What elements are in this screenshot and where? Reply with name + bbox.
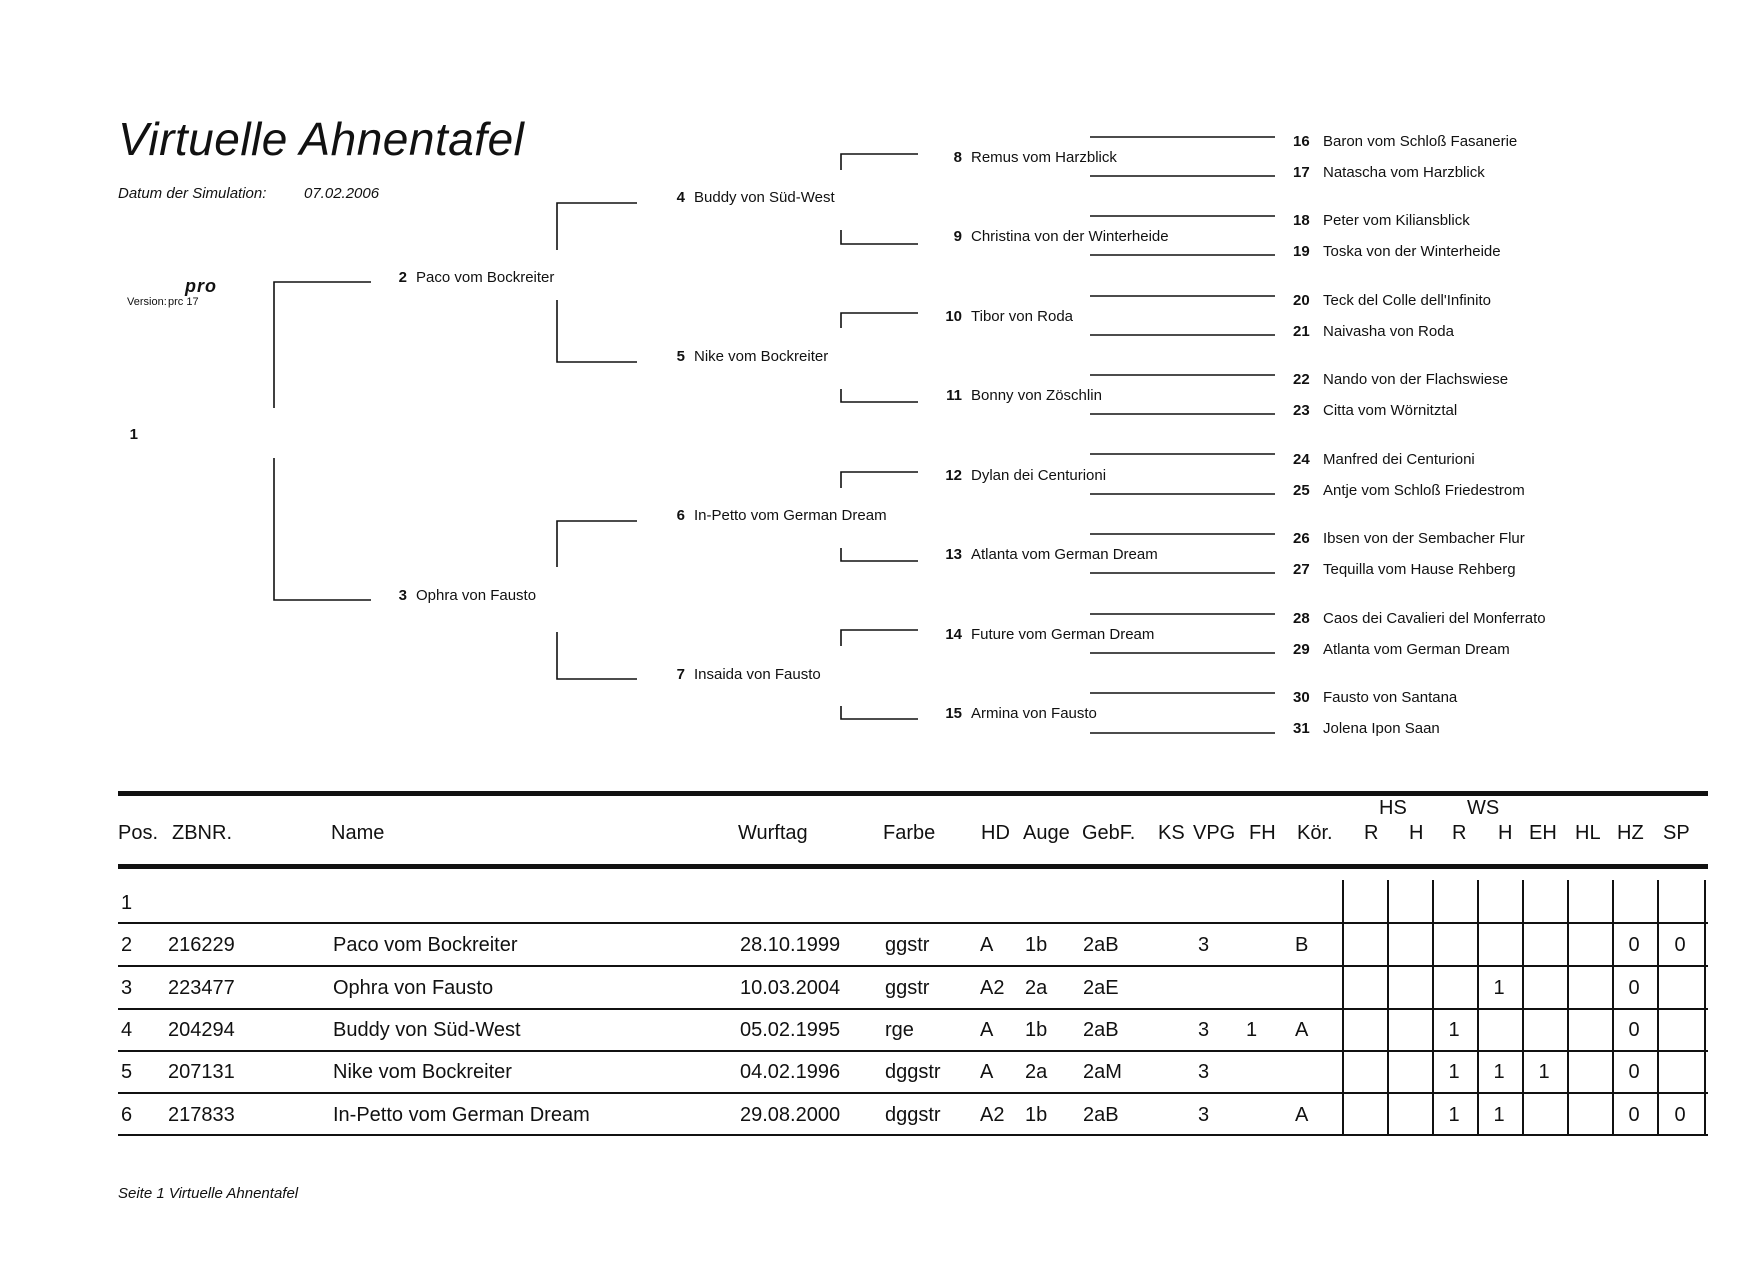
- header-auge: Auge: [1023, 822, 1070, 844]
- pedigree-entry-10: 10 Tibor von Roda: [945, 308, 1073, 325]
- header-eh: EH: [1529, 822, 1557, 844]
- pedigree-entry-26: 26 Ibsen von der Sembacher Flur: [1293, 530, 1525, 547]
- grid-line: [1567, 880, 1569, 1134]
- grid-line: [1704, 880, 1706, 1134]
- cell-wurftag: 28.10.1999: [740, 934, 841, 956]
- grid-line: [1342, 880, 1344, 1134]
- pedigree-entry-31: 31 Jolena Ipon Saan: [1293, 720, 1440, 737]
- cell-gebf: 2aM: [1083, 1061, 1122, 1083]
- cell-farbe: ggstr: [885, 934, 930, 956]
- cell-pos: 3: [121, 977, 133, 999]
- pedigree-entry-9: 9 Christina von der Winterheide: [953, 228, 1169, 245]
- cell-farbe: ggstr: [885, 977, 930, 999]
- cell-eh: 1: [1538, 1061, 1550, 1083]
- cell-name: Nike vom Bockreiter: [333, 1061, 512, 1083]
- cell-wurftag: 10.03.2004: [740, 977, 841, 999]
- grid-line: [1477, 880, 1479, 1134]
- cell-koer: B: [1295, 934, 1309, 956]
- cell-pos: 6: [121, 1104, 133, 1126]
- pedigree-entry-30: 30 Fausto von Santana: [1293, 689, 1458, 706]
- pedigree-entry-24: 24 Manfred dei Centurioni: [1293, 451, 1475, 468]
- row-separator: [118, 1008, 1708, 1010]
- cell-zbnr: 204294: [168, 1019, 235, 1041]
- page-title: Virtuelle Ahnentafel: [118, 113, 525, 165]
- cell-vpg: 3: [1198, 934, 1210, 956]
- cell-hz: 0: [1628, 934, 1640, 956]
- pedigree-entry-6: 6 In-Petto vom German Dream: [676, 507, 887, 524]
- cell-auge: 1b: [1025, 1019, 1048, 1041]
- cell-gebf: 2aB: [1083, 1019, 1119, 1041]
- pedigree-entry-20: 20 Teck del Colle dell'Infinito: [1293, 292, 1491, 309]
- header-hl: HL: [1575, 822, 1601, 844]
- cell-hd: A: [980, 1019, 994, 1041]
- header-ws-h: H: [1498, 822, 1513, 844]
- pedigree-subject: 1: [129, 426, 138, 443]
- header-hd: HD: [981, 822, 1010, 844]
- cell-name: In-Petto vom German Dream: [333, 1104, 590, 1126]
- pedigree-entry-2: 2 Paco vom Bockreiter: [398, 269, 555, 286]
- row-separator: [118, 922, 1708, 924]
- row-separator: [118, 1134, 1708, 1136]
- pedigree-entry-14: 14 Future vom German Dream: [945, 626, 1155, 643]
- pedigree-entry-7: 7 Insaida von Fausto: [676, 666, 821, 683]
- cell-ws-r: 1: [1448, 1061, 1460, 1083]
- simulation-date-value: 07.02.2006: [304, 185, 380, 202]
- cell-ws-h: 1: [1493, 1104, 1505, 1126]
- pedigree-entry-19: 19 Toska von der Winterheide: [1293, 243, 1501, 260]
- pedigree-entry-21: 21 Naivasha von Roda: [1293, 323, 1454, 340]
- pedigree-entry-17: 17 Natascha vom Harzblick: [1293, 164, 1485, 181]
- grid-line: [1387, 880, 1389, 1134]
- pedigree-entry-5: 5 Nike vom Bockreiter: [676, 348, 829, 365]
- cell-ws-r: 1: [1448, 1019, 1460, 1041]
- grid-line: [1612, 880, 1614, 1134]
- grid-line: [1522, 880, 1524, 1134]
- pedigree-entry-18: 18 Peter vom Kiliansblick: [1293, 212, 1470, 229]
- pedigree-entry-23: 23 Citta vom Wörnitztal: [1293, 402, 1458, 419]
- cell-gebf: 2aB: [1083, 1104, 1119, 1126]
- pedigree-entry-3: 3 Ophra von Fausto: [398, 587, 537, 604]
- cell-auge: 2a: [1025, 1061, 1048, 1083]
- pedigree-entry-8: 8 Remus vom Harzblick: [953, 149, 1117, 166]
- table-header-rule: [118, 864, 1708, 869]
- cell-sp: 0: [1674, 1104, 1686, 1126]
- cell-pos: 2: [121, 934, 133, 956]
- cell-wurftag: 04.02.1996: [740, 1061, 841, 1083]
- pedigree-entry-29: 29 Atlanta vom German Dream: [1293, 641, 1510, 658]
- cell-name: Buddy von Süd-West: [333, 1019, 521, 1041]
- table-top-rule: [118, 791, 1708, 796]
- header-sp: SP: [1663, 822, 1690, 844]
- pedigree-entry-16: 16 Baron vom Schloß Fasanerie: [1293, 133, 1518, 150]
- pedigree-entry-11: 11 Bonny von Zöschlin: [946, 387, 1102, 404]
- cell-koer: A: [1295, 1104, 1309, 1126]
- cell-fh: 1: [1246, 1019, 1258, 1041]
- header-hz: HZ: [1617, 822, 1644, 844]
- grid-line: [1432, 880, 1434, 1134]
- simulation-date-label: Datum der Simulation:: [118, 185, 267, 202]
- cell-hz: 0: [1628, 1104, 1640, 1126]
- cell-zbnr: 216229: [168, 934, 235, 956]
- header-koer: Kör.: [1297, 822, 1333, 844]
- cell-wurftag: 29.08.2000: [740, 1104, 841, 1126]
- header-name: Name: [331, 822, 385, 844]
- cell-zbnr: 207131: [168, 1061, 235, 1083]
- cell-hz: 0: [1628, 1061, 1640, 1083]
- page-footer: Seite 1 Virtuelle Ahnentafel: [118, 1185, 299, 1202]
- row-separator: [118, 1092, 1708, 1094]
- cell-gebf: 2aE: [1083, 977, 1119, 999]
- header-ks: KS: [1158, 822, 1185, 844]
- cell-hd: A: [980, 934, 994, 956]
- version-label: Version:: [127, 296, 167, 308]
- cell-vpg: 3: [1198, 1104, 1210, 1126]
- cell-hd: A: [980, 1061, 994, 1083]
- pedigree-entry-28: 28 Caos dei Cavalieri del Monferrato: [1293, 610, 1546, 627]
- cell-koer: A: [1295, 1019, 1309, 1041]
- header-fh: FH: [1249, 822, 1276, 844]
- cell-zbnr: 217833: [168, 1104, 235, 1126]
- pedigree-entry-12: 12 Dylan dei Centurioni: [945, 467, 1107, 484]
- cell-ws-h: 1: [1493, 1061, 1505, 1083]
- cell-hz: 0: [1628, 1019, 1640, 1041]
- header-vpg: VPG: [1193, 822, 1236, 844]
- cell-pos: 1: [121, 892, 133, 914]
- header-group-ws: WS: [1467, 797, 1500, 819]
- pedigree-entry-22: 22 Nando von der Flachswiese: [1293, 371, 1509, 388]
- header-pos: Pos.: [118, 822, 159, 844]
- cell-pos: 4: [121, 1019, 133, 1041]
- pro-logo: pro: [185, 276, 217, 296]
- cell-gebf: 2aB: [1083, 934, 1119, 956]
- pedigree-entry-4: 4 Buddy von Süd-West: [676, 189, 835, 206]
- cell-farbe: dggstr: [885, 1104, 941, 1126]
- header-wurftag: Wurftag: [738, 822, 808, 844]
- pedigree-entry-27: 27 Tequilla vom Hause Rehberg: [1293, 561, 1516, 578]
- row-separator: [118, 965, 1708, 967]
- header-ws-r: R: [1452, 822, 1467, 844]
- header-hs-h: H: [1409, 822, 1424, 844]
- cell-auge: 1b: [1025, 934, 1048, 956]
- cell-ws-r: 1: [1448, 1104, 1460, 1126]
- header-group-hs: HS: [1379, 797, 1407, 819]
- header-hs-r: R: [1364, 822, 1379, 844]
- cell-hz: 0: [1628, 977, 1640, 999]
- cell-vpg: 3: [1198, 1061, 1210, 1083]
- cell-zbnr: 223477: [168, 977, 235, 999]
- cell-auge: 1b: [1025, 1104, 1048, 1126]
- cell-hd: A2: [980, 1104, 1005, 1126]
- pedigree-entry-15: 15 Armina von Fausto: [945, 705, 1097, 722]
- header-gebf: GebF.: [1082, 822, 1136, 844]
- cell-farbe: dggstr: [885, 1061, 941, 1083]
- cell-name: Ophra von Fausto: [333, 977, 494, 999]
- cell-ws-h: 1: [1493, 977, 1505, 999]
- header-zbnr: ZBNR.: [172, 822, 232, 844]
- grid-line: [1657, 880, 1659, 1134]
- cell-vpg: 3: [1198, 1019, 1210, 1041]
- pedigree-entry-25: 25 Antje vom Schloß Friedestrom: [1293, 482, 1525, 499]
- cell-farbe: rge: [885, 1019, 914, 1041]
- cell-pos: 5: [121, 1061, 133, 1083]
- header-farbe: Farbe: [883, 822, 936, 844]
- row-separator: [118, 1050, 1708, 1052]
- cell-hd: A2: [980, 977, 1005, 999]
- cell-wurftag: 05.02.1995: [740, 1019, 841, 1041]
- pedigree-entry-13: 13 Atlanta vom German Dream: [945, 546, 1158, 563]
- cell-auge: 2a: [1025, 977, 1048, 999]
- cell-sp: 0: [1674, 934, 1686, 956]
- cell-name: Paco vom Bockreiter: [333, 934, 518, 956]
- version-value: prc 17: [168, 296, 199, 308]
